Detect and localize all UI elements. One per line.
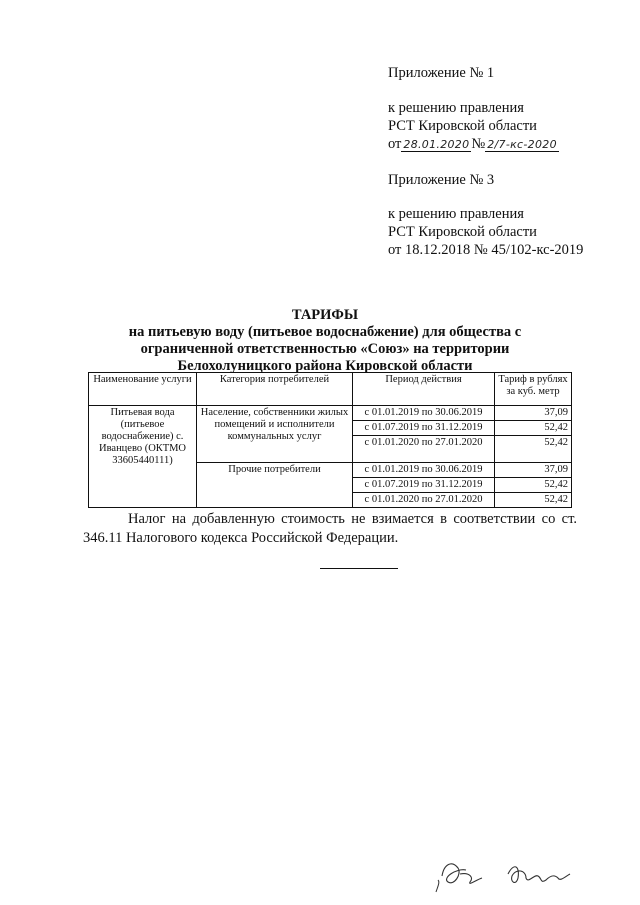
- title-line-1: на питьевую воду (питьевое водоснабжение) для общества с: [128, 324, 522, 340]
- period-cell: с 01.01.2020 по 27.01.2020: [353, 436, 495, 463]
- signature-image: [430, 852, 580, 900]
- tariff-table: [88, 372, 572, 508]
- header-tariff: Тариф в рублях за куб. метр: [495, 373, 572, 406]
- header-period: Период действия: [353, 373, 495, 406]
- category-cell: Прочие потребители: [197, 463, 353, 508]
- decision-1-date-handwritten: 28.01.2020: [403, 138, 470, 151]
- appendix-3-label: Приложение № 3: [388, 172, 495, 188]
- decision-3-line2: РСТ Кировской области: [388, 224, 537, 240]
- tariff-cell: 37,09: [495, 463, 572, 478]
- decision-3-line1: к решению правления: [388, 206, 524, 222]
- decision-1-line3: [388, 135, 559, 154]
- service-cell: Питьевая вода (питьевое водоснабжение) с. Иванцево (ОКТМО 33605440111): [89, 406, 197, 508]
- decision-1-no-sign: №: [471, 136, 486, 152]
- period-cell: с 01.01.2019 по 30.06.2019: [353, 406, 495, 421]
- page-title: ТАРИФЫ: [291, 307, 359, 323]
- header-service: Наименование услуги: [89, 373, 197, 406]
- header-category: Категория потребителей: [197, 373, 353, 406]
- decision-1-number-handwritten: 2/7-кс-2020: [487, 138, 557, 151]
- decision-1-line2: РСТ Кировской области: [388, 118, 537, 134]
- title-line-2: ограниченной ответственностью «Союз» на территории: [140, 341, 510, 357]
- signature-stroke-3: [508, 867, 570, 883]
- period-cell: с 01.01.2020 по 27.01.2020: [353, 493, 495, 508]
- signature-stroke-2: [436, 880, 439, 892]
- decision-1-prefix: от: [388, 136, 402, 152]
- appendix-1-label: Приложение № 1: [388, 65, 495, 81]
- period-cell: с 01.07.2019 по 31.12.2019: [353, 421, 495, 436]
- tariff-cell: 52,42: [495, 436, 572, 463]
- tariff-title-block: [95, 307, 555, 375]
- decision-3-line3: от 18.12.2018 № 45/102-кс-2019: [388, 242, 584, 258]
- period-cell: с 01.07.2019 по 31.12.2019: [353, 478, 495, 493]
- tariff-cell: 52,42: [495, 421, 572, 436]
- closing-divider: [320, 568, 398, 569]
- period-cell: с 01.01.2019 по 30.06.2019: [353, 463, 495, 478]
- title-line-3: Белохолуницкого района Кировской области: [177, 358, 473, 374]
- table-header-row: [89, 373, 572, 406]
- tariff-cell: 52,42: [495, 493, 572, 508]
- tariff-cell: 52,42: [495, 478, 572, 493]
- decision-1-line1: к решению правления: [388, 100, 524, 116]
- category-cell: Население, собственники жилых помещений и исполнители коммунальных услуг: [197, 406, 353, 463]
- tariff-cell: 37,09: [495, 406, 572, 421]
- signature-stroke-1: [442, 864, 482, 884]
- table-row: [89, 406, 572, 421]
- vat-note: Налог на добавленную стоимость не взимается в соответствии со ст. 346.11 Налогового кодекса Российской Федерации.: [83, 511, 577, 546]
